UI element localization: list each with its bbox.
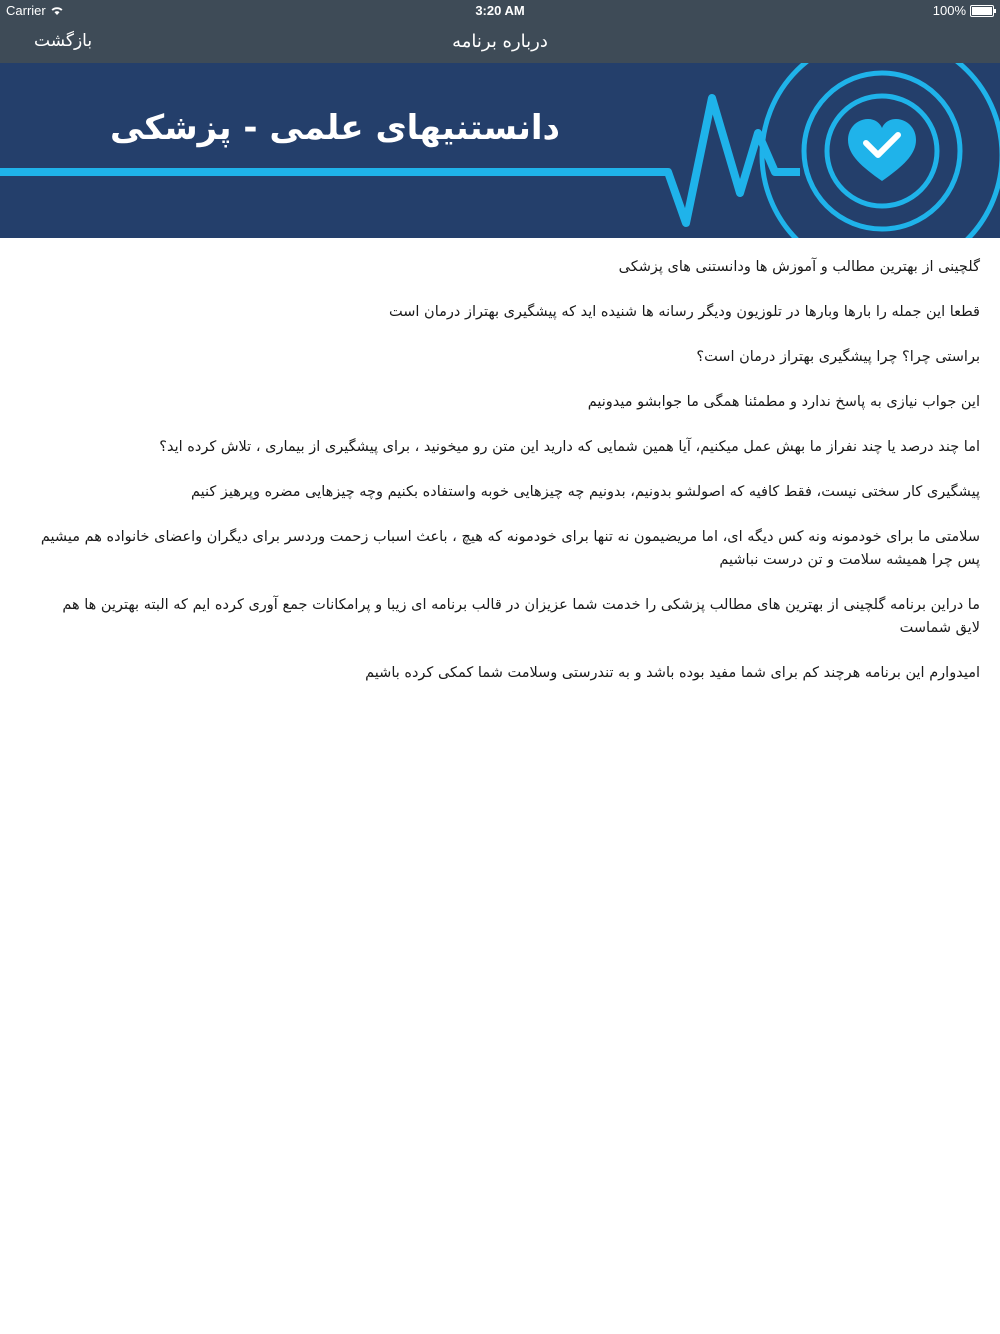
status-bar bbox=[0, 0, 1000, 22]
battery-indicator bbox=[933, 3, 994, 18]
back-button[interactable]: بازگشت bbox=[34, 31, 93, 51]
paragraph: ما دراین برنامه گلچینی از بهترین های مطالب پزشکی را خدمت شما عزیزان در قالب برنامه ای زیبا و پرامکانات جمع آوری کرده ایم که البته بهترین ها هم لایق شماست bbox=[62, 597, 980, 636]
paragraph: پیشگیری کار سختی نیست، فقط کافیه که اصولشو بدونیم، بدونیم چه چیزهایی خوبه واستفاده بکنیم وچه چیزهایی مضره وپرهیز کنیم bbox=[191, 484, 980, 500]
battery-icon bbox=[970, 5, 994, 17]
about-content bbox=[40, 256, 980, 707]
paragraph: قطعا این جمله را بارها وبارها در تلوزیون ودیگر رسانه ها شنیده اید که پیشگیری بهتراز درمان است bbox=[389, 304, 980, 320]
battery-percent: 100% bbox=[932, 3, 966, 18]
status-time: 3:20 AM bbox=[475, 3, 525, 18]
paragraph: گلچینی از بهترین مطالب و آموزش ها ودانستنی های پزشکی bbox=[618, 259, 980, 275]
paragraph: براستی چرا؟ چرا پیشگیری بهتراز درمان است؟ bbox=[696, 349, 980, 365]
paragraph: این جواب نیازی به پاسخ ندارد و مطمئنا همگی ما جوابشو میدونیم bbox=[587, 394, 980, 410]
page-title: درباره برنامه bbox=[452, 31, 548, 52]
carrier-label: Carrier bbox=[6, 3, 46, 18]
banner-title: دانستنیهای علمی - پزشکی bbox=[110, 108, 560, 148]
header-banner bbox=[0, 63, 1000, 238]
navigation-bar bbox=[0, 22, 1000, 63]
paragraph: امیدوارم این برنامه هرچند کم برای شما مفید بوده باشد و به تندرستی وسلامت شما کمکی کرده باشیم bbox=[365, 665, 980, 681]
paragraph: سلامتی ما برای خودمونه ونه کس دیگه ای، اما مریضیمون نه تنها برای خودمونه که هیچ ، باعث اسباب زحمت وردسر برای دیگران واعضای خانواده هم میشیم پس چرا همیشه سلامت و تن درست نباشیم bbox=[40, 529, 980, 568]
paragraph: اما چند درصد یا چند نفراز ما بهش عمل میکنیم، آیا همین شمایی که دارید این متن رو میخونید ، برای پیشگیری از بیماری ، تلاش کرده اید؟ bbox=[159, 439, 980, 455]
